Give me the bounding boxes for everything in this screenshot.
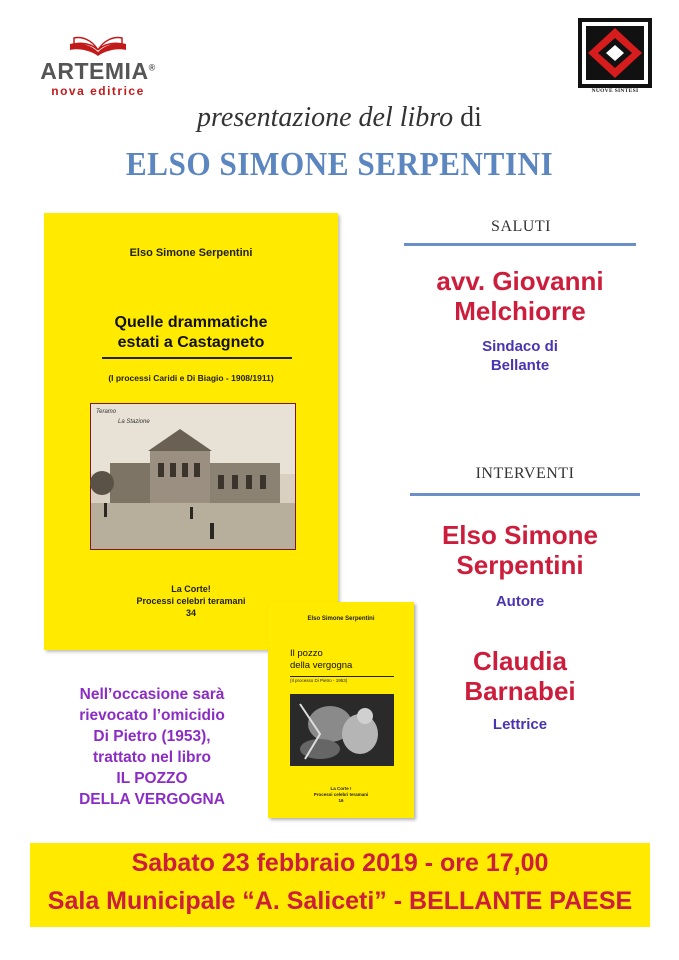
publisher-subtitle: nova editrice — [51, 84, 145, 98]
book-cover-secondary — [268, 602, 414, 818]
photo-caption-sub: La Stazione — [118, 419, 150, 425]
publisher-name: ARTEMIA® — [40, 58, 156, 84]
author-name: ELSO SIMONE SERPENTINI — [125, 146, 554, 183]
speaker-role-saluti: Sindaco di Bellante — [482, 338, 558, 374]
book2-author: Elso Simone Serpentini — [307, 616, 375, 622]
event-banner — [30, 843, 650, 927]
interventi-heading: INTERVENTI — [475, 465, 575, 482]
book-cover-main — [44, 213, 338, 650]
book2-rule — [290, 676, 394, 677]
event-place: Sala Municipale “A. Saliceti” - BELLANTE PAESE — [47, 887, 633, 915]
speaker-name-saluti: avv. Giovanni Melchiorre — [436, 266, 604, 326]
book1-author: Elso Simone Serpentini — [129, 247, 253, 259]
speaker-name-reader: Claudia Barnabei — [464, 646, 576, 706]
well-illustration — [290, 694, 394, 766]
book1-title: Quelle drammatiche estati a Castagneto — [114, 314, 268, 351]
speaker-role-author: Autore — [495, 593, 545, 610]
book2-title: Il pozzo della vergogna — [290, 648, 353, 671]
speaker-role-reader: Lettrice — [492, 716, 548, 733]
open-book-icon — [68, 28, 128, 58]
book2-subtitle: (Il processo Di Pietro - 1953) — [290, 678, 348, 683]
photo-caption-top: Teramo — [96, 409, 117, 415]
nuove-sintesi-logo-icon — [578, 18, 652, 88]
partner-caption: NUOVE SINTESI — [591, 88, 639, 94]
book1-series: La Corte! Processi celebri teramani 34 — [136, 584, 246, 618]
occasion-note: Nell’occasione sarà rievocato l’omicidio Di Pietro (1953), trattato nel libro IL POZZO DELLA VERGOGNA — [79, 686, 225, 808]
book2-series: La Corte ! Processi celebri teramani 16 — [313, 786, 369, 803]
book1-subtitle: (I processi Caridi e Di Biagio - 1908/1911) — [108, 373, 274, 383]
event-date: Sabato 23 febbraio 2019 - ore 17,00 — [131, 849, 549, 877]
station-photo — [90, 403, 296, 550]
saluti-heading: SALUTI — [491, 218, 551, 235]
book1-rule — [102, 357, 292, 359]
interventi-rule — [410, 493, 640, 496]
saluti-rule — [404, 243, 636, 246]
presentation-line: presentazione del libro di — [197, 102, 482, 133]
speaker-name-author: Elso Simone Serpentini — [441, 520, 599, 580]
artemia-logo — [28, 28, 168, 100]
